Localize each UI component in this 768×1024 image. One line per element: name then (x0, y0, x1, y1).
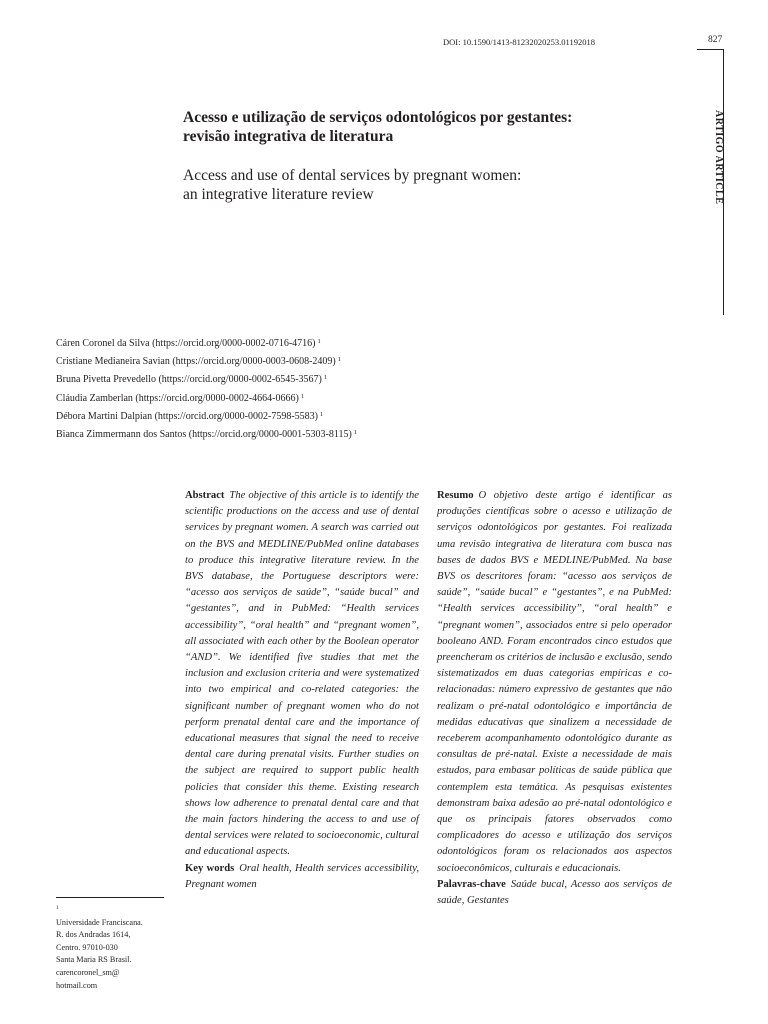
author-name: Cláudia Zamberlan (https://orcid.org/0000-0002-4664-0666) (56, 392, 299, 404)
affiliation-marker: 1 (337, 356, 342, 364)
section-label: ARTIGO ARTICLE (713, 110, 724, 205)
footnote-line: Santa Maria RS Brasil. (56, 955, 132, 965)
keywords-block (185, 861, 419, 893)
author-name: Bianca Zimmermann dos Santos (https://orcid.org/0000-0001-5303-8115) (56, 429, 352, 441)
author-name: Cáren Coronel da Silva (https://orcid.org/0000-0002-0716-4716) (56, 338, 316, 349)
footnote-line: hotmail.com (56, 980, 98, 990)
abstract-portuguese (437, 488, 672, 909)
title-english (183, 166, 603, 204)
author-entry (56, 407, 436, 425)
keywords-text: Oral health, Health services accessibility, Pregnant women (185, 862, 419, 890)
footnote-line: R. dos Andradas 1614, (56, 930, 131, 940)
abstract-label: Abstract (185, 490, 225, 501)
doi-line: DOI: 10.1590/1413-81232020253.01192018 (443, 37, 595, 47)
title-pt-line: Acesso e utilização de serviços odontológicos por gestantes: (183, 109, 573, 126)
title-en-line: an integrative literature review (183, 186, 374, 203)
affiliation-marker: 1 (317, 338, 321, 345)
palavras-chave-text: Saúde bucal, Acesso aos serviços de saúde, Gestantes (437, 878, 672, 907)
abstract-english (185, 488, 419, 893)
author-name: Cristiane Medianeira Savian (https://orcid.org/0000-0003-0608-2409) (56, 356, 336, 368)
title-pt-line: revisão integrativa de literatura (183, 128, 394, 145)
page-number: 827 (708, 35, 723, 45)
affiliation-marker: 1 (320, 410, 324, 418)
author-entry (56, 334, 436, 352)
palavras-chave-label: Palavras-chave (437, 878, 506, 890)
author-entry (56, 352, 436, 370)
author-name: Bruna Pivetta Prevedello (https://orcid.org/0000-0002-6545-3567) (56, 374, 322, 386)
author-entry (56, 425, 436, 443)
resumo-label: Resumo (437, 490, 474, 501)
affiliation-marker: 1 (353, 429, 358, 437)
author-entry (56, 370, 436, 388)
affiliation-marker: 1 (300, 392, 305, 400)
footnote-marker: 1 (56, 905, 59, 911)
affiliation-marker: 1 (323, 374, 328, 382)
affiliation-footnote (56, 902, 171, 992)
keywords-label: Key words (185, 862, 235, 874)
title-en-line: Access and use of dental services by pregnant women: (183, 167, 522, 184)
palavras-chave-block (437, 877, 672, 909)
title-portuguese (183, 108, 603, 146)
author-entry (56, 389, 436, 407)
footnote-line: carencoronel_sm@ (56, 967, 120, 977)
footnote-line: $^1$ Universidade Franciscana. (56, 905, 143, 927)
resumo-text: O objetivo deste artigo é identificar as produções científicas sobre o acesso e utilização de serviços odontológicos por gestantes. Foi realizada uma revisão integrativa de literatura com busca nas bases de dados BVS e MEDLINE/PubMed. Na base BVS os descritores foram: “acesso aos serviços de saúde”, “saúde bucal” e “gestantes”, e na PubMed: “Health services accessibility”, “oral health” e “pregnant women”, associados entre si pelo operador booleano AND. Foram encontrados cinco estudos que preencheram os critérios de inclusão e exclusão, sendo sistematizados em duas categorias empíricas e co-relacionadas: número expressivo de gestantes que não realizam o pré-natal odontológico e importância de medidas educativas que sinalizem a necessidade de receberem acompanhamento odontológico durante as consultas de pré-natal. Existe a necessidade de mais estudos, para embasar políticas de saúde pública que contemplem esta temática. As pesquisas existentes demonstram baixa adesão ao pré-natal odontológico e que os principais fatores observados como complicadores do acesso e utilização dos serviços odontológicos foram os relacionados aos aspectos socioeconômicos, culturais e educacionais. (437, 490, 672, 874)
author-name: Débora Martini Dalpian (https://orcid.org/0000-0002-7598-5583) (56, 410, 318, 422)
author-list (56, 334, 436, 443)
header-rule (697, 49, 724, 50)
footnote-rule (56, 897, 164, 898)
footnote-line: Centro. 97010-030 (56, 942, 118, 952)
abstract-text: The objective of this article is to identify the scientific productions on the access and use of dental services by pregnant women. A search was carried out on the BVS and MEDLINE/PubMed online databases to produce this integrative literature review. In the BVS database, the Portuguese descriptors were: “acesso aos serviços de saúde”, “saúde bucal” and “gestantes”, and in PubMed: “Health services accessibility”, “oral health” and “pregnant women”, all associated with each other by the Boolean operator “AND”. We identified five studies that met the inclusion and exclusion criteria and were systematized into two empirical and co-related categories: the significant number of pregnant women who do not perform prenatal dental care and the importance of educational measures that signal the need to receive dental care during prenatal visits. Further studies on the subject are required to support public health policies that consider this theme. Existing research shows low adherence to prenatal dental care and that the main factors hindering the access to and use of dental services were related to socioeconomic, cultural and educational aspects. (185, 490, 419, 858)
